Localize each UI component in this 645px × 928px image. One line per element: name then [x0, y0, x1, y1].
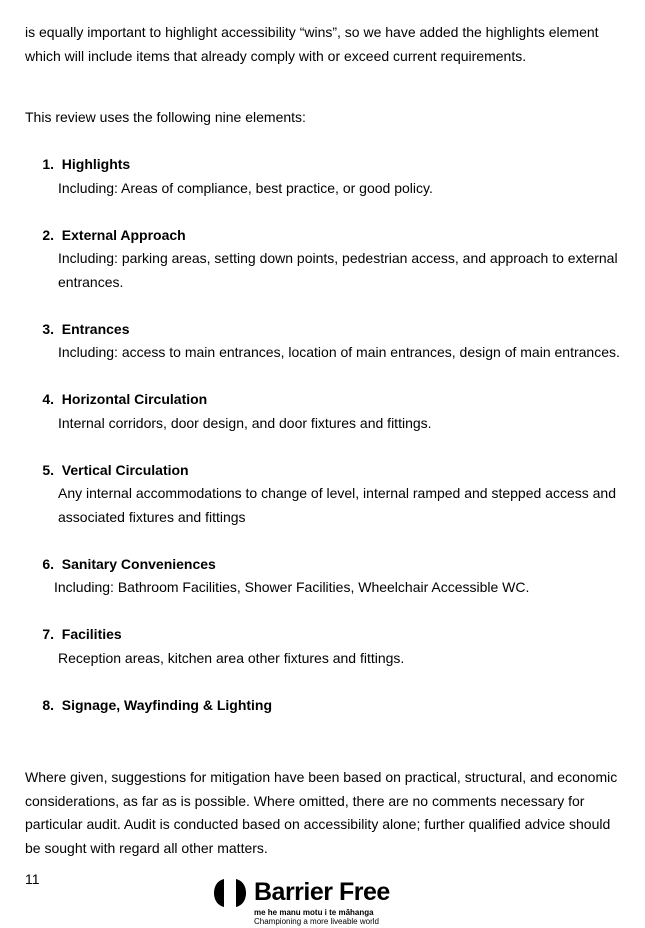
tagline-english: Championing a more liveable world — [254, 917, 379, 926]
elements-lead-sentence: This review uses the following nine elements: — [25, 109, 306, 125]
item-description: Including: parking areas, setting down points, pedestrian access, and approach to external entrances. — [58, 250, 618, 290]
item-number: 4. — [42, 391, 54, 407]
mitigation-paragraph: Where given, suggestions for mitigation have been based on practical, structural, and economic considerations, as far as is possible. Where omitted, there are no comments necessary for particular audit. Audit is conducted based on accessibility alone; further qualified advice should be sought with regard all other matters. — [25, 769, 618, 856]
brand-name: Barrier Free — [254, 878, 390, 906]
list-item — [25, 153, 625, 200]
item-number: 3. — [42, 320, 54, 337]
item-title: Signage, Wayfinding & Lighting — [61, 696, 273, 713]
footer-logo — [213, 876, 413, 928]
item-description: Any internal accommodations to change of level, internal ramped and stepped access and associated fixtures and fittings — [58, 485, 617, 525]
list-item — [25, 459, 625, 530]
item-description: Including: Areas of compliance, best practice, or good policy. — [58, 179, 433, 196]
intro-paragraph: is equally important to highlight accessibility “wins”, so we have added the highlights element which will include items that already comply with or exceed current requirements. — [25, 24, 599, 64]
item-number: 6. — [42, 555, 54, 572]
list-item — [25, 694, 625, 718]
item-number: 1. — [42, 156, 54, 172]
tagline-maori: me he manu motu i te māhanga — [254, 908, 374, 917]
item-title: Entrances — [61, 320, 130, 337]
item-title: Facilities — [61, 626, 122, 642]
barrier-free-logo-icon — [213, 878, 247, 908]
list-item — [25, 388, 625, 435]
item-description: Including: Bathroom Facilities, Shower Facilities, Wheelchair Accessible WC. — [54, 579, 530, 595]
item-title: Horizontal Circulation — [61, 391, 208, 407]
item-title: Vertical Circulation — [61, 461, 189, 478]
list-item — [25, 553, 625, 600]
list-item — [25, 623, 625, 670]
item-number: 2. — [42, 226, 54, 243]
item-description: Internal corridors, door design, and door fixtures and fittings. — [58, 414, 432, 431]
item-title: Highlights — [61, 156, 131, 172]
item-number: 5. — [42, 461, 54, 478]
item-description: Reception areas, kitchen area other fixtures and fittings. — [58, 649, 405, 666]
item-number: 7. — [42, 626, 54, 642]
elements-list — [25, 153, 625, 741]
list-item — [25, 318, 625, 365]
list-item — [25, 224, 625, 295]
page-number: 11 — [25, 871, 40, 887]
item-description: Including: access to main entrances, location of main entrances, design of main entrances. — [58, 344, 620, 360]
item-title: External Approach — [61, 226, 186, 243]
item-title: Sanitary Conveniences — [61, 555, 216, 572]
item-number: 8. — [42, 696, 54, 713]
